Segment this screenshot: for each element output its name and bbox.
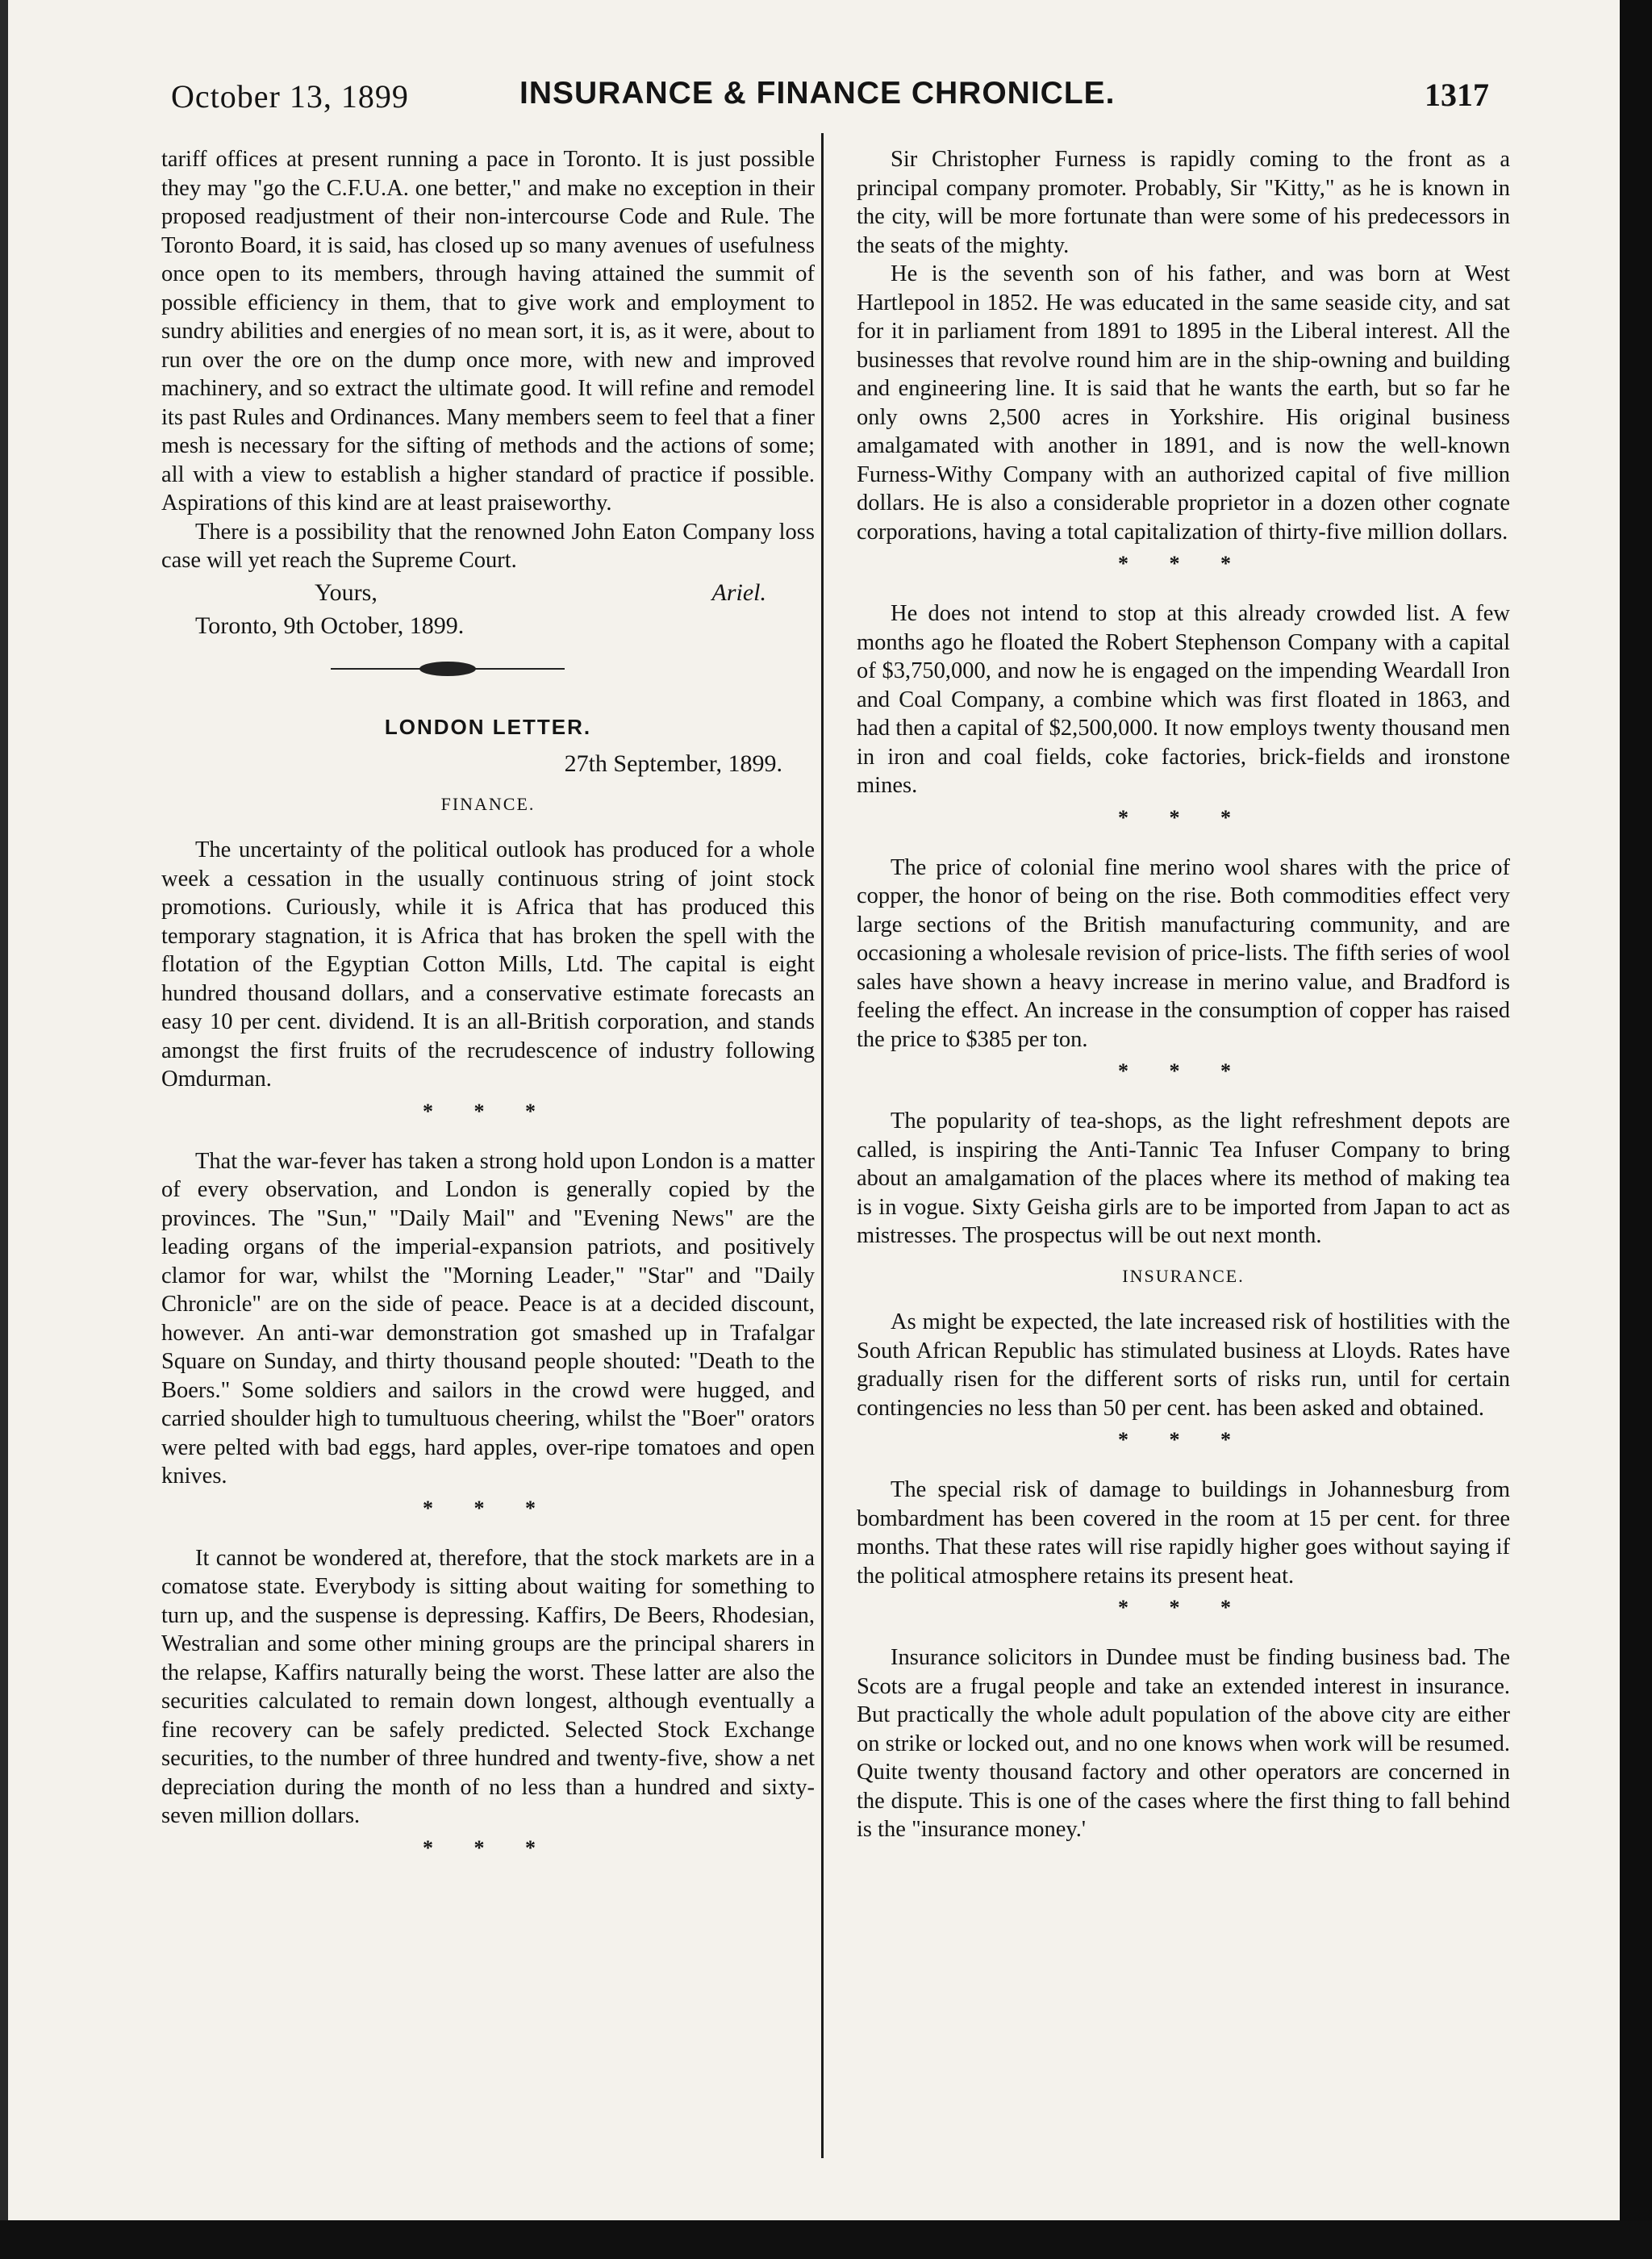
article-headline: LONDON LETTER. <box>384 714 592 739</box>
header-date: October 13, 1899 <box>171 78 409 115</box>
left-column <box>161 145 815 1884</box>
ornamental-rule <box>161 657 815 681</box>
right-column <box>857 145 1510 1844</box>
article-paragraph: The special risk of damage to buildings in Johannesburg from bombardment has been covered in the room at 15 per cent. for three months. That these rates will rise rapidly higher goes without saying if the political atmosphere retains its present heat. <box>857 1477 1510 1589</box>
section-separator: * * * <box>1118 1596 1249 1619</box>
article-paragraph: He is the seventh son of his father, and was born at West Hartlepool in 1852. He was educated in the same seaside city, and sat for it in parliament from 1891 to 1895 in the Liberal interest. All the businesses that revolve round him are in the ship-owning and building and engineering line. It is said that he wants the earth, but so far he only owns 2,500 acres in Yorkshire. His original business amalgamated with another in 1891, and is now the well-known Furness-Withy Company with an authorized capital of five million dollars. He is also a considerable proprietor in a dozen other cognate corporations, having a total capitalization of thirty-five million dollars. <box>857 261 1510 545</box>
article-paragraph: He does not intend to stop at this already crowded list. A few months ago he floated the Robert Stephenson Company with a capital of $3,750,000, and now he is engaged on the impending Weardall Iron and Coal Company, a combine which was first floated in 1863, and had then a capital of $2,500,000. It now employs twenty thousand men in iron and coal fields, coke factories, brick-fields and ironstone mines. <box>857 601 1510 798</box>
section-separator: * * * <box>1118 552 1249 575</box>
article-paragraph: Insurance solicitors in Dundee must be finding business bad. The Scots are a frugal people and take an extended interest in insurance. But practically the whole adult population of the above city are either on strike or locked out, and no one knows when work will be resumed. Quite twenty thousand factory and other operators are concerned in the dispute. This is one of the cases where the first thing to fall behind is the "insurance money.' <box>857 1645 1510 1842</box>
section-heading-finance: FINANCE. <box>440 793 536 814</box>
section-separator: * * * <box>423 1835 553 1860</box>
article-paragraph: There is a possibility that the renowned John Eaton Company loss case will yet reach the Supreme Court. <box>161 519 815 573</box>
rule-ornament <box>419 662 476 676</box>
page-number: 1317 <box>1425 77 1489 113</box>
article-paragraph: The uncertainty of the political outlook has produced for a whole week a cessation in the usually continuous string of joint stock promotions. Curiously, while it is Africa that has produced this temporary stagnation, it is Africa that has broken the spell with the flotation of the Egyptian Cotton Mills, Ltd. The capital is eight hundred thousand dollars, and a conservative estimate forecasts an easy 10 per cent. dividend. It is an all-British corporation, and stands amongst the first fruits of the recrudescence of industry following Omdurman. <box>161 837 815 1092</box>
article-paragraph: That the war-fever has taken a strong hold upon London is a matter of every observation, and London is generally copied by the provinces. The "Sun," "Daily Mail" and "Evening News" are the leading organs of the imperial-expansion patriots, and positively clamor for war, whilst the "Morning Leader," "Star" and "Daily Chronicle" are on the side of peace. Peace is at a decided discount, however. An anti-war demonstration got smashed up in Trafalgar Square on Sunday, and thirty thousand people shouted: "Death to the Boers." Some soldiers and sailors in the crowd were hugged, and carried shoulder high to tumultuous cheering, whilst the "Boer" orators were pelted with bad eggs, hard apples, over-ripe tomatoes and open knives. <box>161 1148 816 1489</box>
article-paragraph: Sir Christopher Furness is rapidly coming to the front as a principal company promoter. Probably, Sir "Kitty," as he is known in the city, will be more fortunate than were some of his predecessors in the seats of the mighty. <box>857 147 1510 258</box>
scan-edge-bottom <box>0 2220 1652 2259</box>
section-separator: * * * <box>1118 805 1249 829</box>
article-paragraph: The popularity of tea-shops, as the light refreshment depots are called, is inspiring the Anti-Tannic Tea Infuser Company to bring about an amalgamation of the places where its method of making tea is in vogue. Sixty Geisha girls are to be imported from Japan to act as mistresses. The prospectus will be out next month. <box>857 1109 1510 1248</box>
column-divider <box>821 133 824 2158</box>
closing: Yours, <box>315 578 378 606</box>
section-heading-insurance: INSURANCE. <box>1122 1265 1245 1286</box>
publication-title: INSURANCE & FINANCE CHRONICLE. <box>519 76 1116 111</box>
article-dateline: 27th September, 1899. <box>564 750 782 777</box>
section-separator: * * * <box>1118 1059 1249 1083</box>
article-paragraph: The price of colonial fine merino wool shares with the price of copper, the honor of being on the rise. Both commodities effect very large sections of the British manufacturing community, and are occasioning a wholesale revision of price-lists. The fifth series of wool sales have shown a heavy increase in merino value, and Bradford is feeling the effect. An increase in the consumption of copper has raised the price to $385 per ton. <box>857 854 1510 1052</box>
article-paragraph: As might be expected, the late increased risk of hostilities with the South African Republic has stimulated business at Lloyds. Rates have gradually risen for the different sorts of risks run, until for certain contingencies no less than 50 per cent. has been asked and obtained. <box>857 1309 1510 1421</box>
place-date: Toronto, 9th October, 1899. <box>195 612 465 639</box>
page-header <box>161 74 1492 123</box>
article-paragraph: tariff offices at present running a pace in Toronto. It is just possible they may "go the C.F.U.A. one better," and make no exception in their proposed readjustment of their non-intercourse Code and Rule. The Toronto Board, it is said, has closed up so many avenues of usefulness once open to its members, through having attained the summit of possible efficiency in them, that to give work and employment to sundry abilities and energies of no mean sort, it is, as it were, about to run over the ore on the dump once more, with new and improved machinery, and so extract the ultimate good. It will refine and remodel its past Rules and Ordinances. Many members seem to feel that a finer mesh is necessary for the sifting of methods and the actions of some; all with a view to establish a higher standard of practice if possible. Aspirations of this kind are at least praiseworthy. <box>161 147 815 516</box>
article-paragraph: It cannot be wondered at, therefore, that the stock markets are in a comatose state. Everybody is sitting about waiting for something to turn up, and the suspense is depressing. Kaffirs, De Beers, Rhodesian, Westralian and some other mining groups are the principal sharers in the relapse, Kaffirs naturally being the worst. These latter are also the securities calculated to remain down longest, although eventually a fine recovery can be safely predicted. Selected Stock Exchange securities, to the number of three hundred and twenty-five, show a net depreciation during the month of no less than a hundred and sixty-seven million dollars. <box>161 1545 815 1828</box>
section-separator: * * * <box>423 1496 553 1520</box>
section-separator: * * * <box>423 1099 553 1123</box>
scan-edge-left <box>0 0 8 2259</box>
scan-edge-right <box>1620 0 1652 2259</box>
signature: Ariel. <box>711 578 766 606</box>
section-separator: * * * <box>1118 1428 1249 1451</box>
letter-signoff <box>161 578 815 608</box>
